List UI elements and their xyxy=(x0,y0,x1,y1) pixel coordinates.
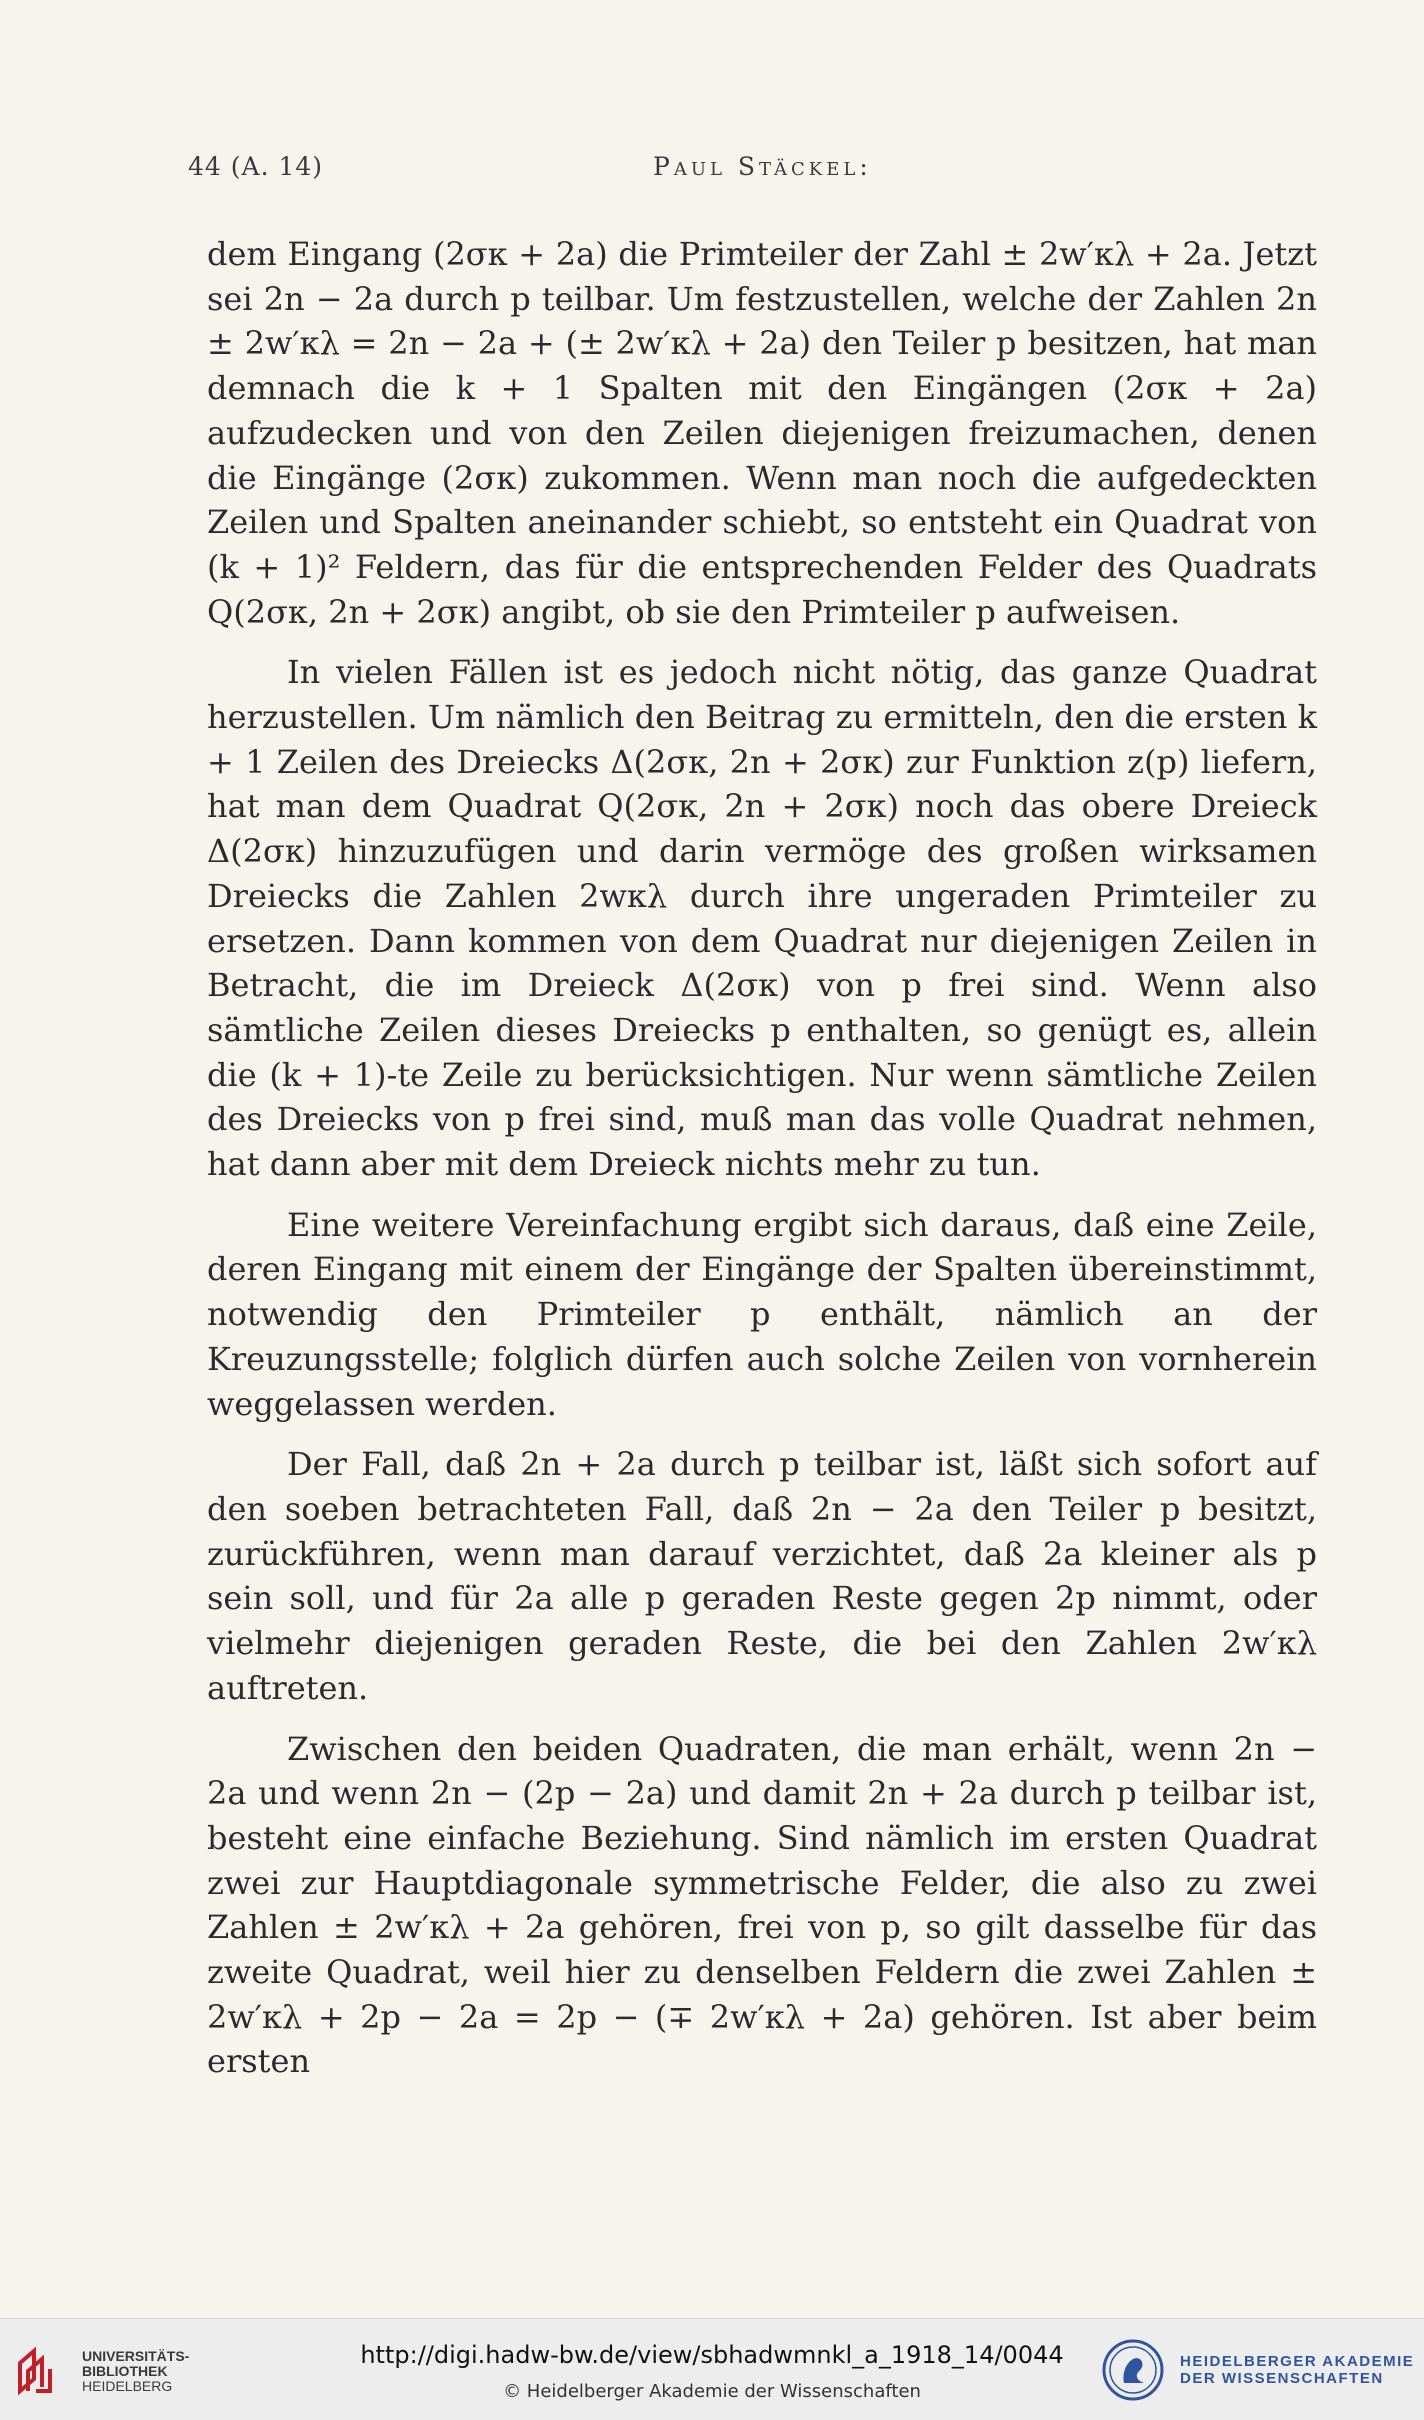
paragraph: Zwischen den beiden Quadraten, die man erhält, wenn 2n − 2a und wenn 2n − (2p − 2a) und damit 2n + 2a durch p teilbar ist, besteht eine einfache Beziehung. Sind nämlich im ersten Quadrat zwei zur Hauptdiagonale symmetrische Felder, die also zu zwei Zahlen ± 2w′κλ + 2a gehören, frei von p, so gilt dasselbe für das zweite Quadrat, weil hier zu denselben Feldern die zwei Zahlen ± 2w′κλ + 2p − 2a = 2p − (∓ 2w′κλ + 2a) gehören. Ist aber beim ersten xyxy=(207,1729,1317,2081)
library-name-line: BIBLIOTHEK xyxy=(82,2363,168,2379)
library-name-line: HEIDELBERG xyxy=(82,2378,173,2394)
academy-seal-icon[interactable] xyxy=(1102,2339,1164,2401)
academy-name[interactable] xyxy=(1180,2353,1420,2387)
academy-name-line: DER WISSENSCHAFTEN xyxy=(1180,2370,1384,2387)
body-text xyxy=(207,232,1317,2084)
library-name-line: UNIVERSITÄTS- xyxy=(82,2348,190,2364)
paragraph: Der Fall, daß 2n + 2a durch p teilbar ist, läßt sich sofort auf den soeben betrachteten Fall, daß 2n − 2a den Teiler p besitzt, zurückführen, wenn man darauf verzichtet, daß 2a kleiner als p sein soll, und für 2a alle p geraden Reste gegen 2p nimmt, oder vielmehr diejenigen geraden Reste, die bei den Zahlen 2w′κλ auftreten. xyxy=(207,1445,1317,1707)
copyright-notice: © Heidelberger Akademie der Wissenschaften xyxy=(503,2381,921,2402)
paragraph: Eine weitere Vereinfachung ergibt sich daraus, daß eine Zeile, deren Eingang mit einem der Eingänge der Spalten übereinstimmt, notwendig den Primteiler p enthält, nämlich an der Kreuzungsstelle; folglich dürfen auch solche Zeilen von vornherein weggelassen werden. xyxy=(207,1205,1317,1423)
paragraph: In vielen Fällen ist es jedoch nicht nötig, das ganze Quadrat herzustellen. Um nämlich den Beitrag zu ermitteln, den die ersten k + 1 Zeilen des Dreiecks Δ(2σκ, 2n + 2σκ) zur Funktion z(p) liefern, hat man dem Quadrat Q(2σκ, 2n + 2σκ) noch das obere Dreieck Δ(2σκ) hinzuzufügen und darin vermöge des großen wirksamen Dreiecks die Zahlen 2wκλ durch ihre ungeraden Primteiler zu ersetzen. Dann kommen von dem Quadrat nur diejenigen Zeilen in Betracht, die im Dreieck Δ(2σκ) von p frei sind. Wenn also sämtliche Zeilen dieses Dreiecks p enthalten, so genügt es, allein die (k + 1)-te Zeile zu berücksichtigen. Nur wenn sämtliche Zeilen des Dreiecks von p frei sind, muß man das volle Quadrat nehmen, hat dann aber mit dem Dreieck nichts mehr zu tun. xyxy=(207,653,1317,1184)
paragraph: dem Eingang (2σκ + 2a) die Primteiler der Zahl ± 2w′κλ + 2a. Jetzt sei 2n − 2a durch p teilbar. Um festzustellen, welche der Zahlen 2n ± 2w′κλ = 2n − 2a + (± 2w′κλ + 2a) den Teiler p besitzen, hat man demnach die k + 1 Spalten mit den Eingängen (2σκ + 2a) aufzudecken und von den Zeilen diejenigen freizumachen, denen die Eingänge (2σκ) zukommen. Wenn man noch die aufgedeckten Zeilen und Spalten aneinander schiebt, so entsteht ein Quadrat von (k + 1)² Feldern, das für die entsprechenden Felder des Quadrats Q(2σκ, 2n + 2σκ) angibt, ob sie den Primteiler p aufweisen. xyxy=(207,235,1317,631)
running-title: Paul Stäckel: xyxy=(653,152,872,181)
page-header xyxy=(188,152,1318,192)
library-logo-icon[interactable] xyxy=(14,2345,66,2397)
academy-name-line: HEIDELBERGER AKADEMIE xyxy=(1180,2353,1415,2370)
permalink-url[interactable]: http://digi.hadw-bw.de/view/sbhadwmnkl_a_1918_14/0044 xyxy=(360,2341,1064,2369)
page-number: 44 (A. 14) xyxy=(188,152,324,181)
library-name[interactable] xyxy=(82,2349,212,2394)
viewer-footer xyxy=(0,2318,1424,2420)
